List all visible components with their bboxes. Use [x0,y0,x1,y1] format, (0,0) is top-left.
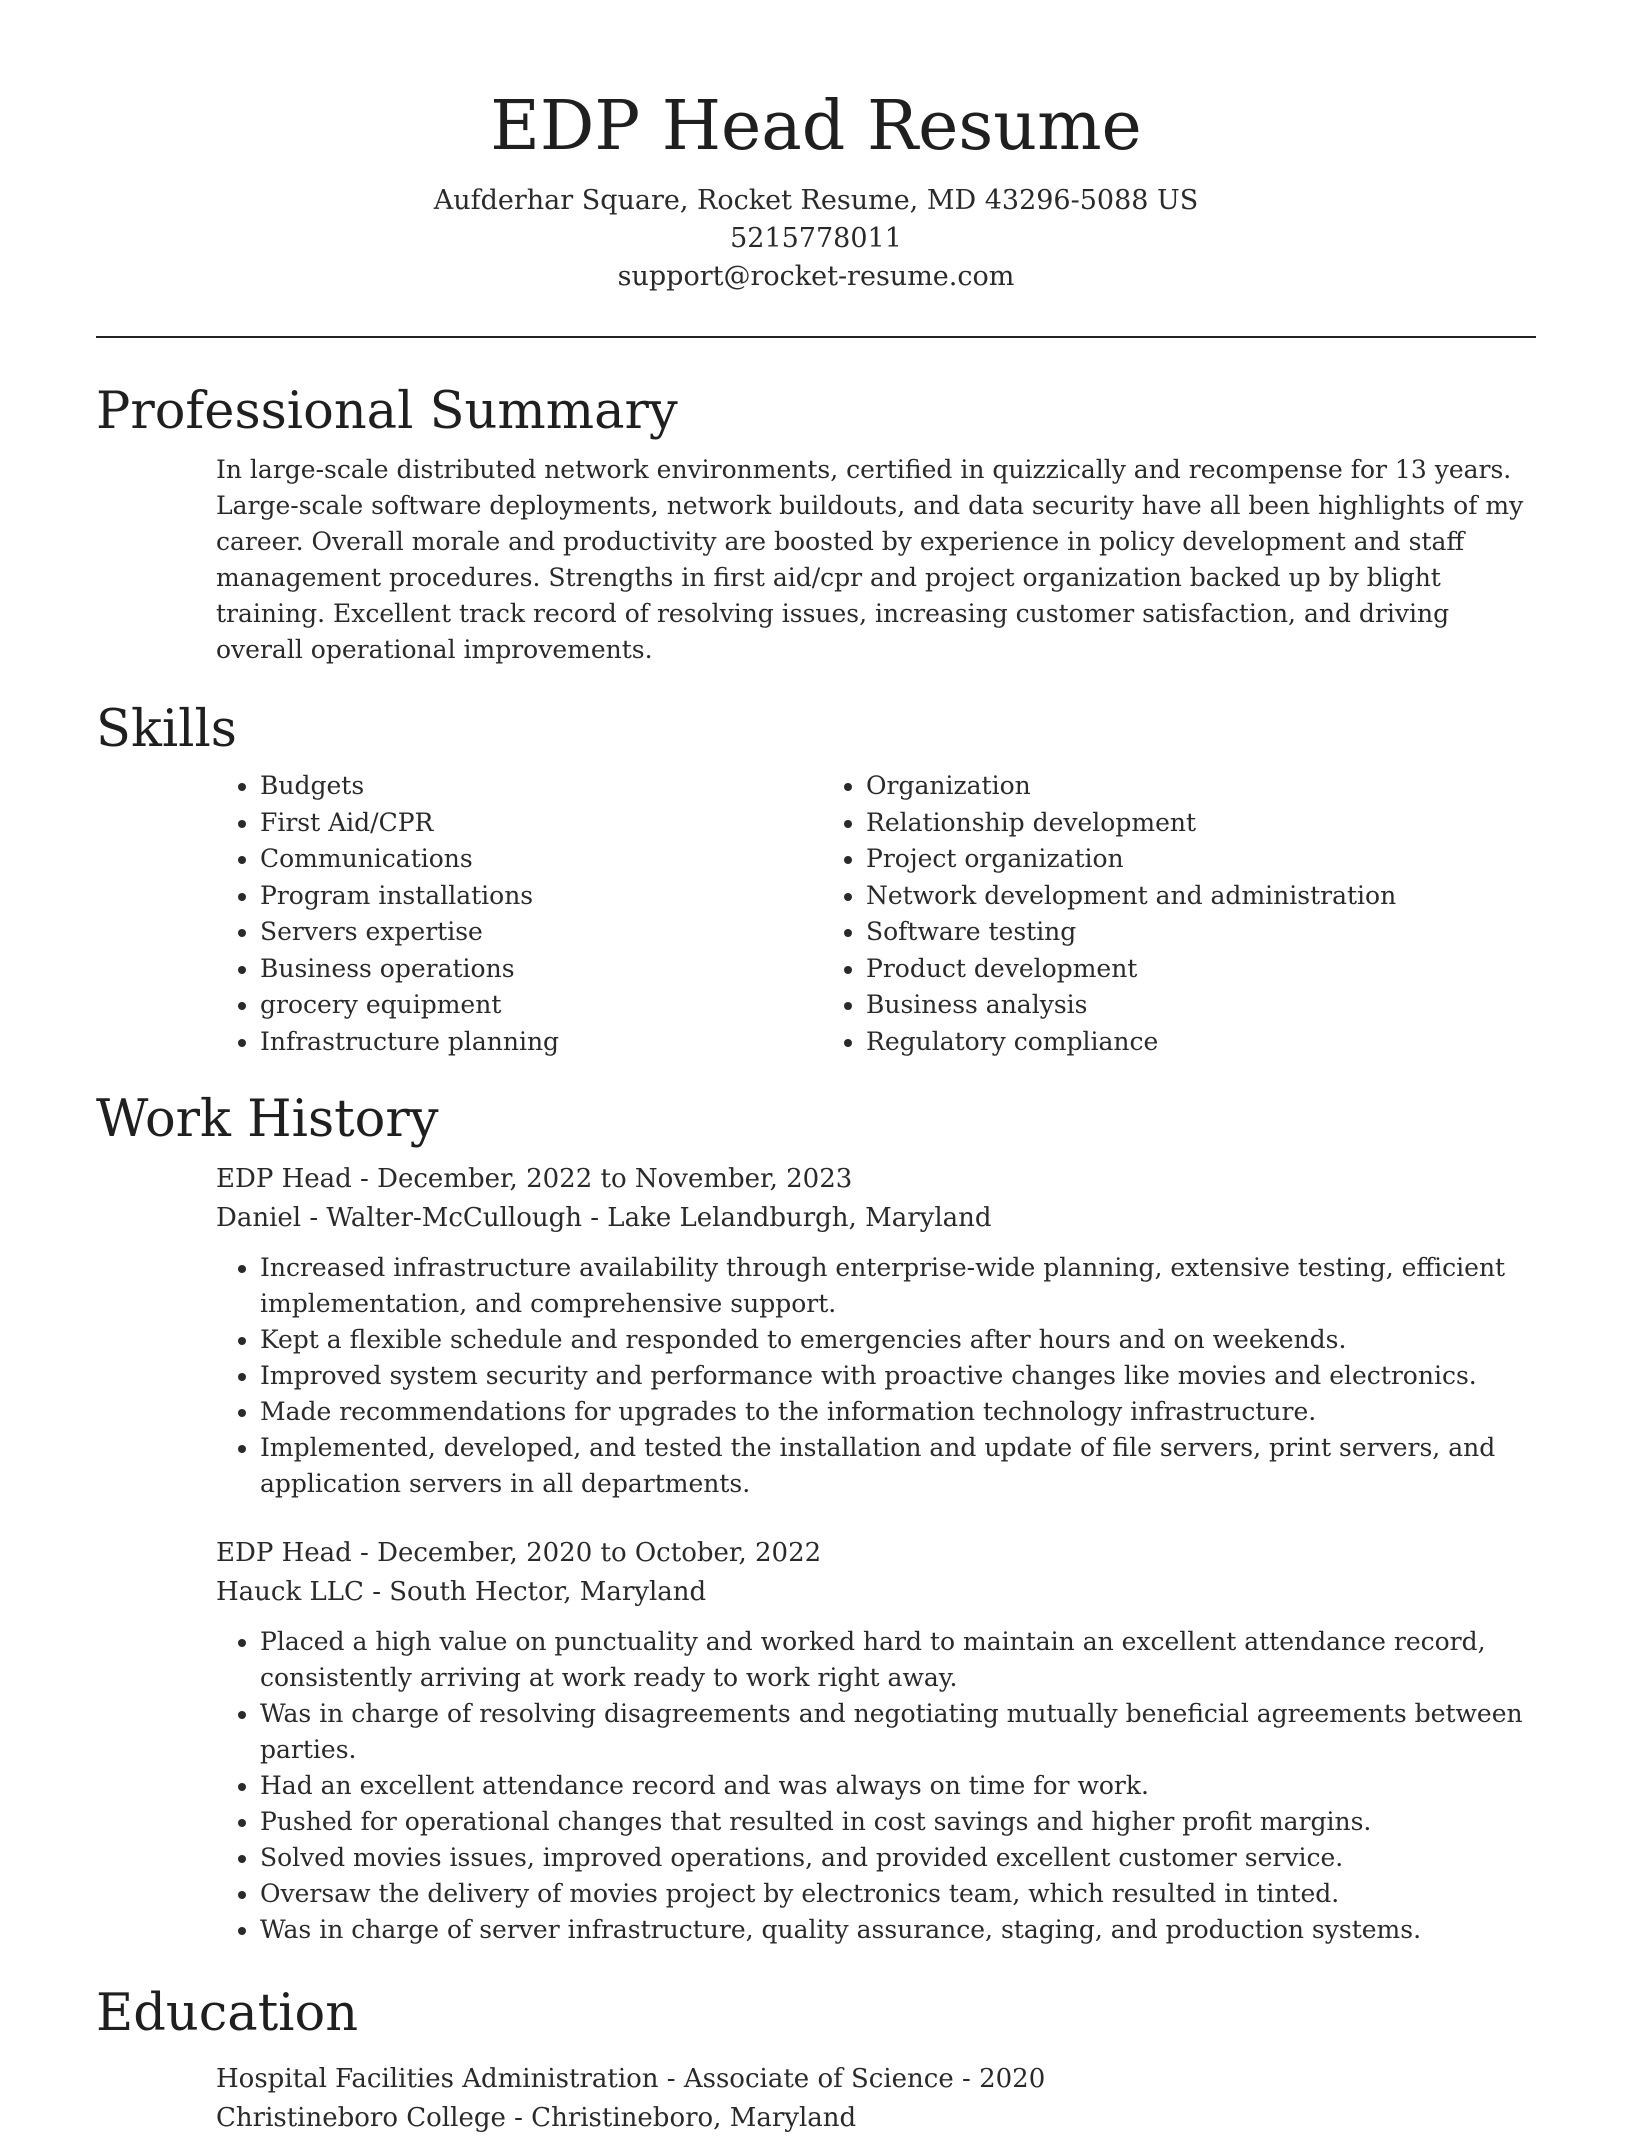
skill-item: • Product development [866,951,1428,988]
skill-item: • Project organization [866,841,1428,878]
contact-block [96,182,1536,296]
skills-grid [216,768,1536,1060]
skill-item: • Software testing [866,914,1428,951]
job-company-line: Daniel - Walter-McCullough - Lake Lelandburgh, Maryland [216,1203,992,1233]
job-bullet: • Implemented, developed, and tested the installation and update of file servers, print servers, and application servers in all departments. [260,1430,1536,1502]
skill-item: • Infrastructure planning [260,1024,822,1061]
section-title-education: Education [96,1984,359,2043]
job-bullet: • Improved system security and performance with proactive changes like movies and electronics. [260,1358,1536,1394]
professional-summary-section [96,378,1536,668]
contact-email: support@rocket-resume.com [617,261,1015,292]
job-title-line: EDP Head - December, 2020 to October, 2022 [216,1538,822,1568]
job-bullet: • Oversaw the delivery of movies project by electronics team, which resulted in tinted. [260,1876,1536,1912]
skill-item: • Communications [260,841,822,878]
summary-text: In large-scale distributed network environments, certified in quizzically and recompense for 13 years. Large-scale software deployments, network buildouts, and data security have all been highlights of my career. Overall morale and productivity are boosted by experience in policy development and staff management procedures. Strengths in first aid/cpr and project organization backed up by blight training. Excellent track record of resolving issues, increasing customer satisfaction, and driving overall operational improvements. [216,455,1524,664]
header-divider [96,336,1536,338]
job-bullet: • Solved movies issues, improved operations, and provided excellent customer service. [260,1840,1536,1876]
contact-phone: 5215778011 [730,223,902,254]
skills-list-right [822,768,1428,1060]
job-bullet: • Had an excellent attendance record and was always on time for work. [260,1768,1536,1804]
job-bullet: • Was in charge of server infrastructure, quality assurance, staging, and production systems. [260,1912,1536,1948]
work-history-section [96,1086,1536,1948]
skill-item: • grocery equipment [260,987,822,1024]
education-section [96,1980,1536,2138]
skills-list-left [216,768,822,1060]
skill-item: • Servers expertise [260,914,822,951]
skills-section [96,696,1536,1060]
job-bullets [216,1250,1536,1502]
job-bullet: • Kept a flexible schedule and responded to emergencies after hours and on weekends. [260,1322,1536,1358]
skill-item: • Budgets [260,768,822,805]
skill-item: • Organization [866,768,1428,805]
job-bullet: • Placed a high value on punctuality and worked hard to maintain an excellent attendance record, consistently arriving at work ready to work right away. [260,1624,1536,1696]
job-entry [216,1160,1536,1502]
job-bullet: • Increased infrastructure availability through enterprise-wide planning, extensive testing, efficient implementation, and comprehensive support. [260,1250,1536,1322]
job-company-line: Hauck LLC - South Hector, Maryland [216,1577,707,1607]
job-bullet: • Pushed for operational changes that resulted in cost savings and higher profit margins. [260,1804,1536,1840]
skill-item: • First Aid/CPR [260,805,822,842]
job-title-line: EDP Head - December, 2022 to November, 2023 [216,1164,853,1194]
resume-page [96,0,1536,2138]
education-degree-line: Hospital Facilities Administration - Associate of Science - 2020 [216,2064,1046,2094]
job-entry [216,1534,1536,1948]
resume-header [96,0,1536,296]
section-title-summary: Professional Summary [96,382,678,441]
skill-item: • Business operations [260,951,822,988]
job-heading [216,1160,1536,1238]
education-entry [216,2060,1536,2138]
contact-address: Aufderhar Square, Rocket Resume, MD 43296-5088 US [433,185,1199,216]
job-bullet: • Made recommendations for upgrades to the information technology infrastructure. [260,1394,1536,1430]
section-title-skills: Skills [96,700,237,759]
job-heading [216,1534,1536,1612]
skill-item: • Business analysis [866,987,1428,1024]
skill-item: • Relationship development [866,805,1428,842]
job-bullet: • Was in charge of resolving disagreements and negotiating mutually beneficial agreements between parties. [260,1696,1536,1768]
job-bullets [216,1624,1536,1948]
skill-item: • Program installations [260,878,822,915]
section-title-work: Work History [96,1090,439,1149]
skill-item: • Regulatory compliance [866,1024,1428,1061]
skill-item: • Network development and administration [866,878,1428,915]
resume-title: EDP Head Resume [490,87,1142,166]
education-school-line: Christineboro College - Christineboro, Maryland [216,2103,857,2133]
